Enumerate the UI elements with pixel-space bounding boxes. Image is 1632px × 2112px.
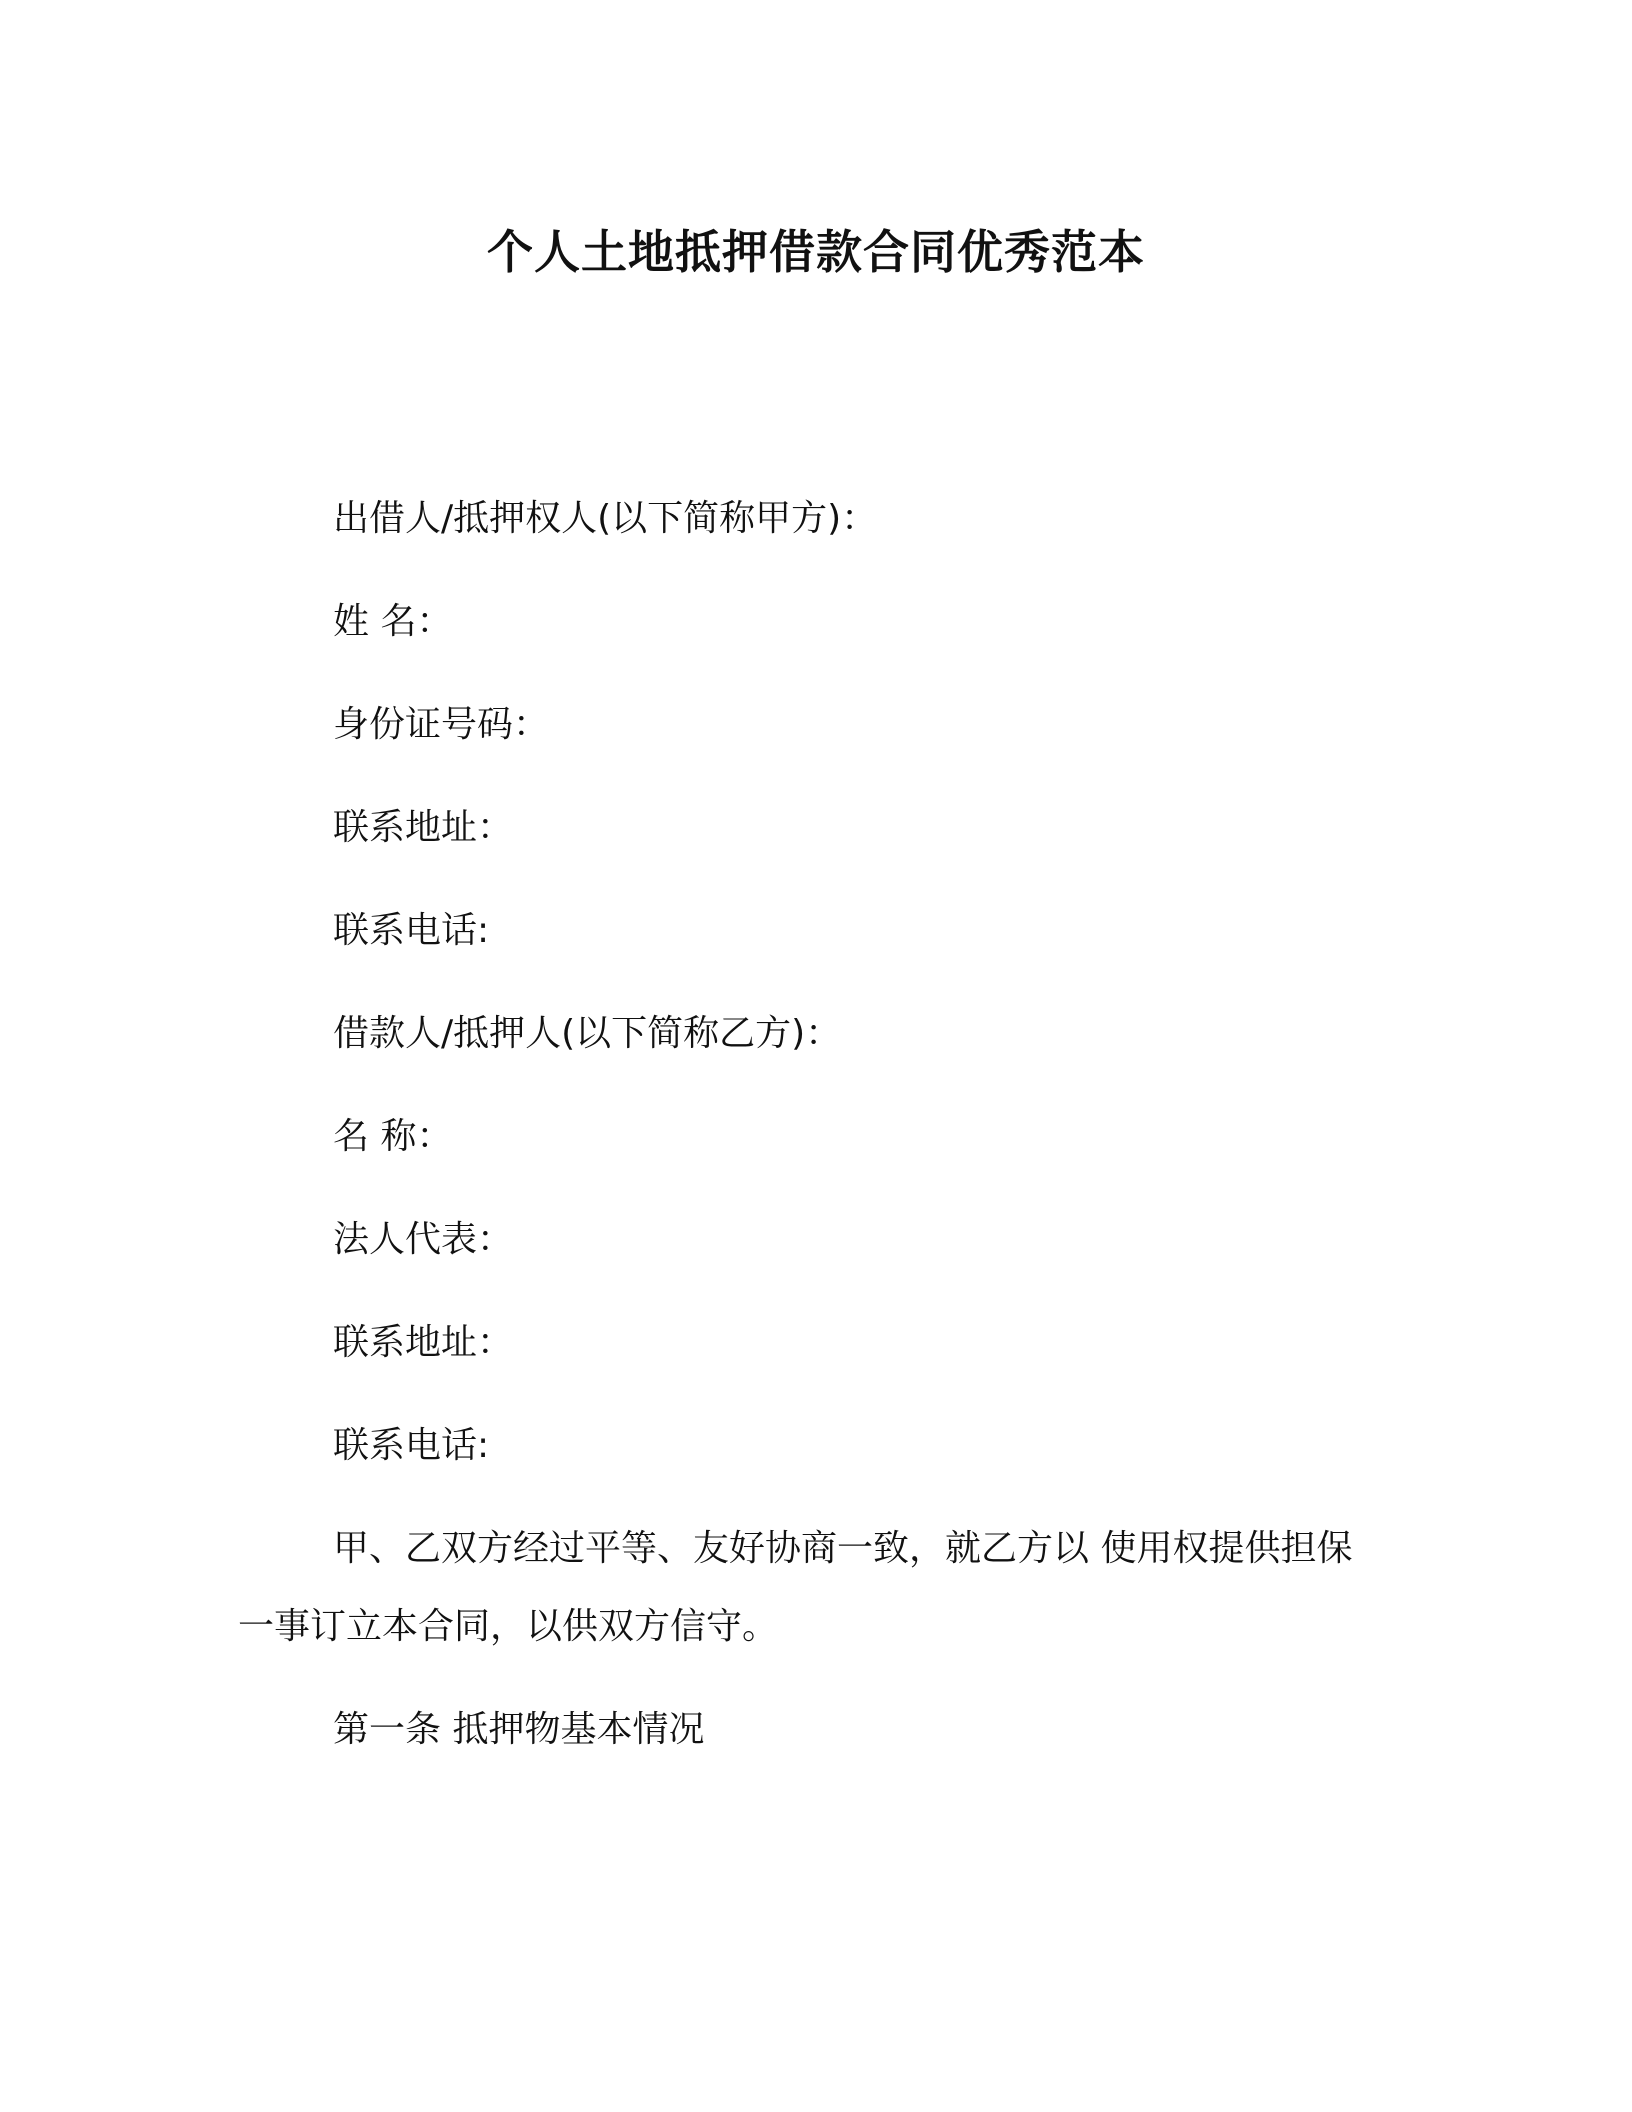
intro-line-1: 甲、乙双方经过平等、友好协商一致，就乙方以 使用权提供担保: [333, 1528, 1353, 1569]
lender-address-label: 联系地址：: [333, 807, 514, 848]
borrower-name-label: 名 称：: [333, 1116, 453, 1157]
borrower-address-label: 联系地址：: [333, 1322, 514, 1363]
document-title: 个人土地抵押借款合同优秀范本: [487, 225, 1145, 279]
borrower-rep-label: 法人代表：: [333, 1219, 514, 1260]
lender-heading: 出借人/抵押权人(以下简称甲方)：: [333, 498, 878, 539]
article-1-heading: 第一条 抵押物基本情况: [333, 1709, 705, 1750]
lender-name-label: 姓 名：: [333, 601, 453, 642]
intro-line-2: 一事订立本合同，以供双方信守。: [238, 1606, 779, 1647]
intro-paragraph: [238, 1510, 1418, 1666]
borrower-phone-label: 联系电话:: [333, 1425, 490, 1466]
lender-phone-label: 联系电话:: [333, 910, 490, 951]
lender-id-label: 身份证号码：: [333, 704, 550, 745]
borrower-heading: 借款人/抵押人(以下简称乙方)：: [333, 1013, 842, 1054]
